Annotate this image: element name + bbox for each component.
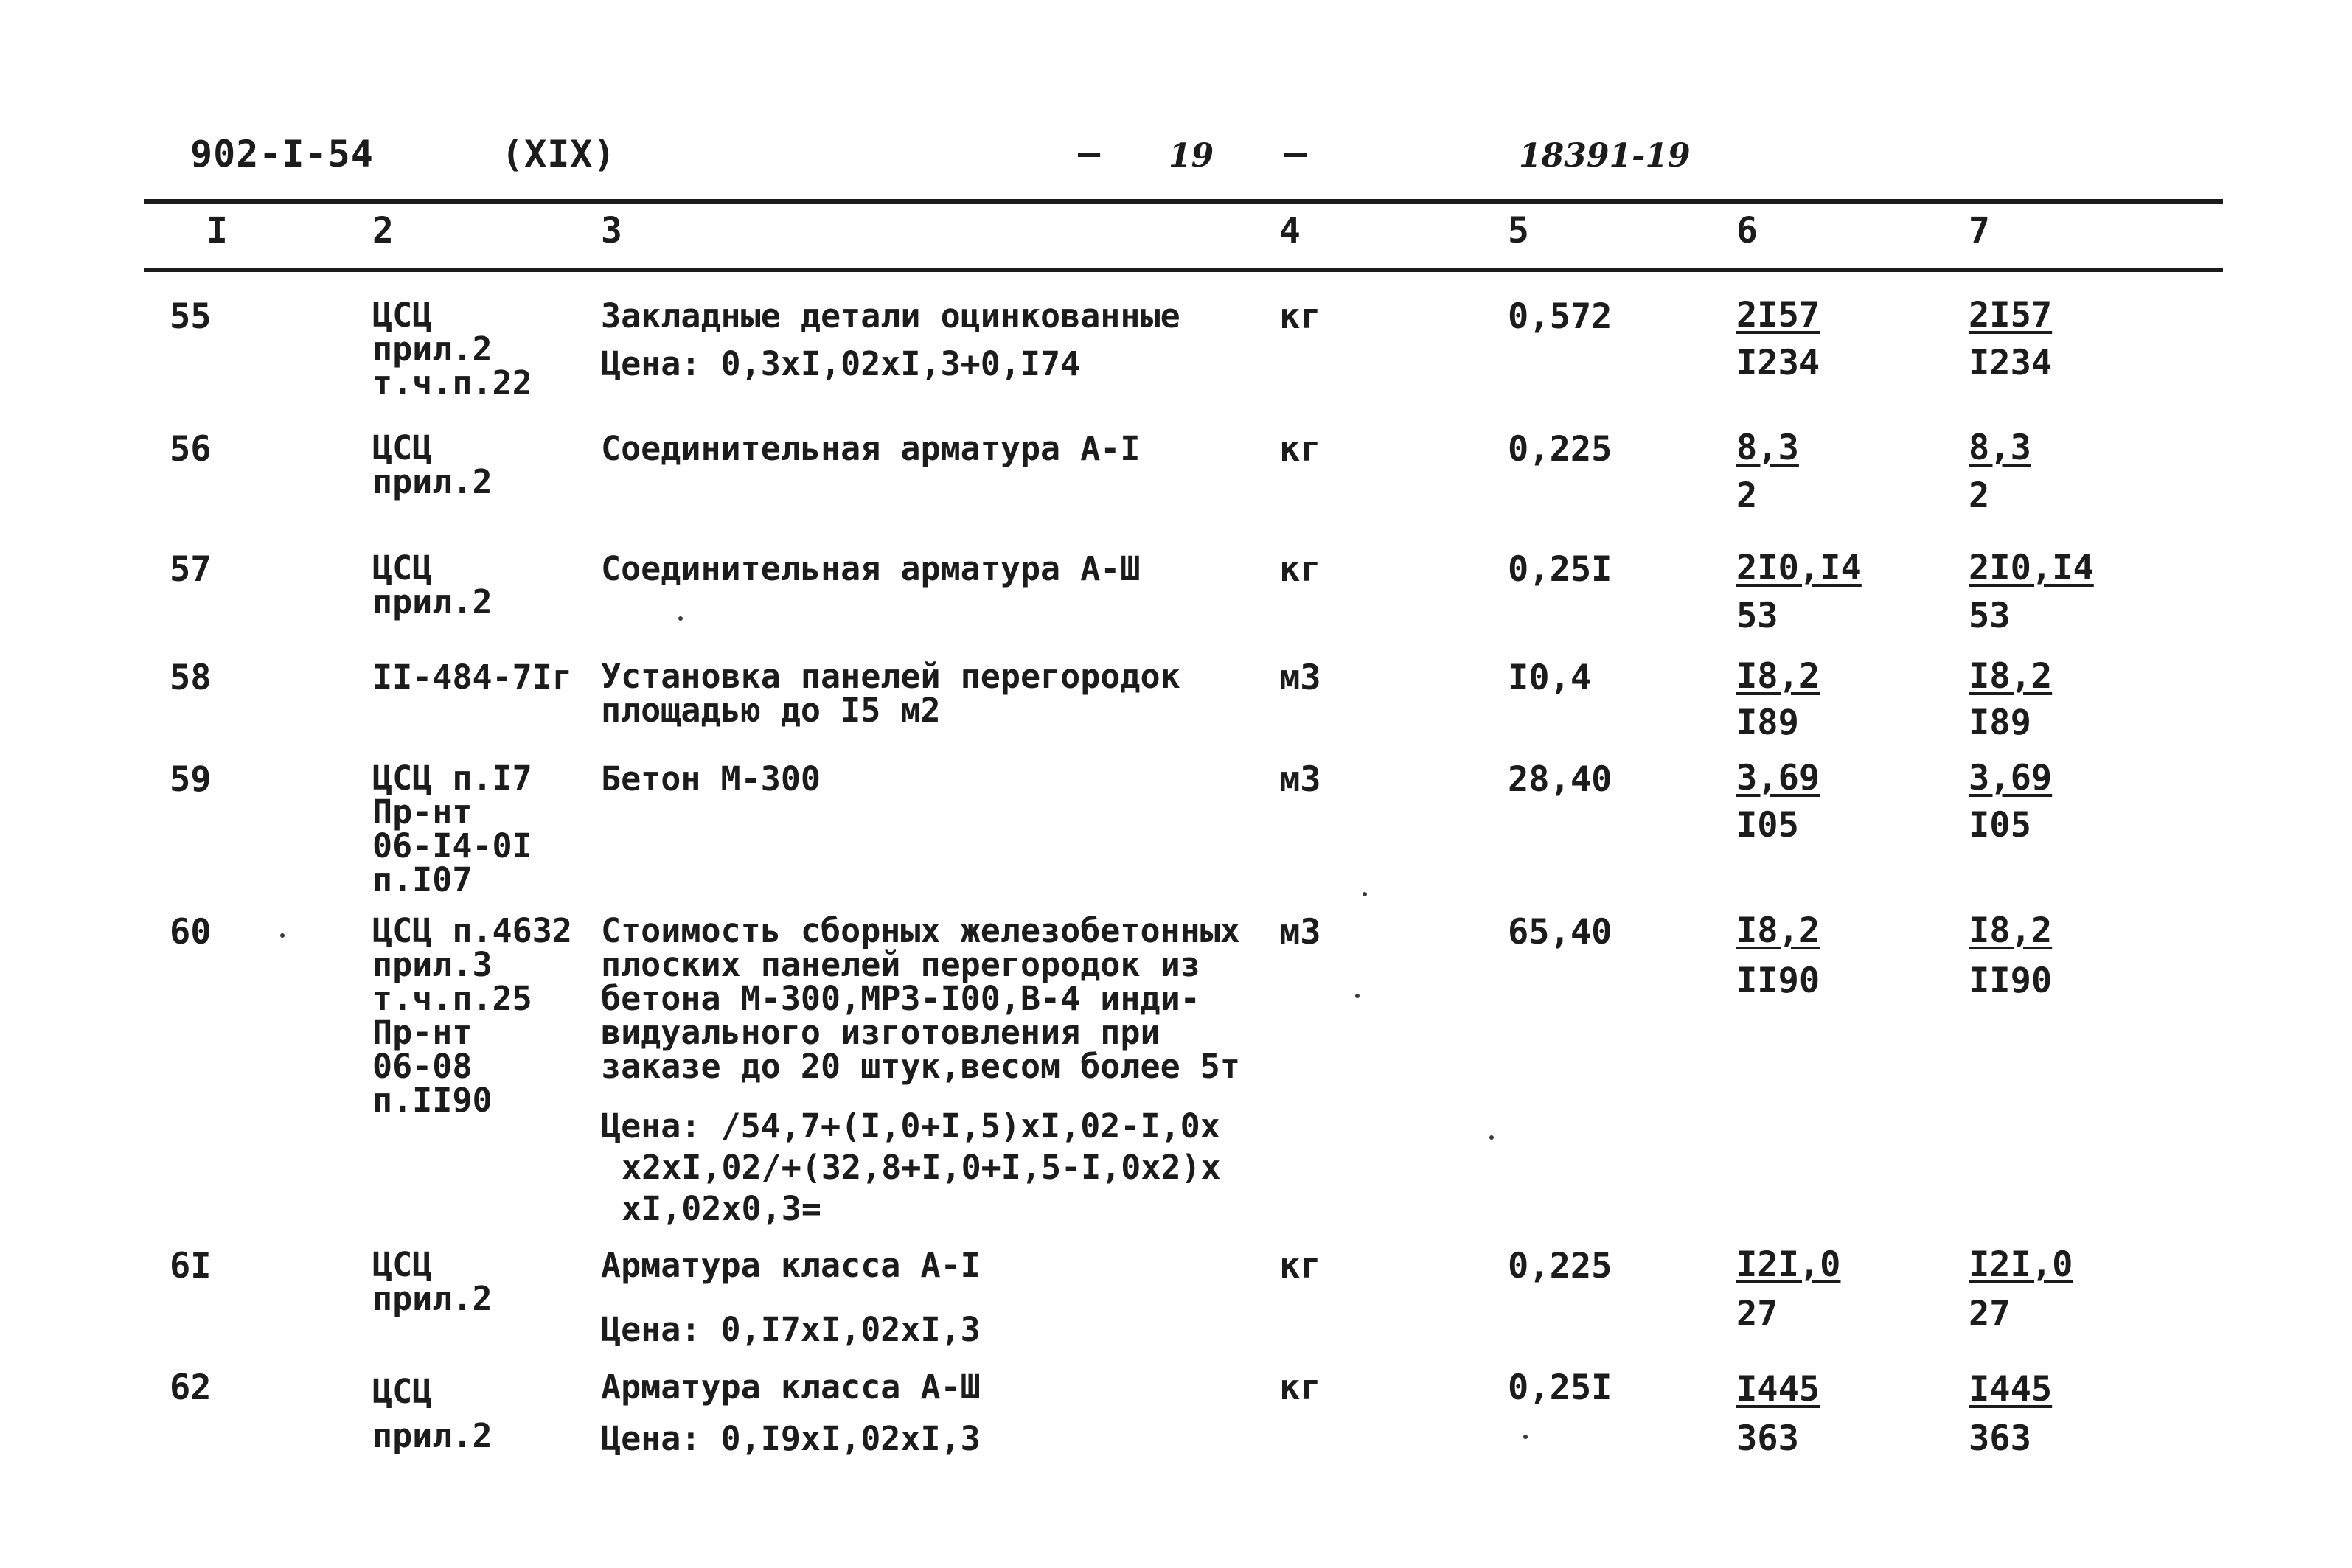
scan-speck (280, 933, 285, 938)
row-price-formula: Цена: 0,3хI,02хI,3+0,I74 (601, 344, 1081, 383)
row-col7-bottom: 363 (1969, 1418, 2031, 1459)
row-col6-top: I8,2 (1736, 656, 1820, 697)
row-description: Стоимость сборных железобетонных плоских панелей перегородок из бетона М-300,МРЗ-I00,В-4 инди- видуального изготовления при заказе до 20 штук,весом более 5т (601, 911, 1240, 1086)
section-number: (XIX) (501, 133, 616, 175)
row-number: 6I (170, 1246, 212, 1286)
row-col6-top: 2I0,I4 (1736, 548, 1862, 588)
row-quantity: 0,572 (1508, 296, 1612, 337)
row-number: 56 (170, 429, 212, 470)
row-col7-bottom: 53 (1969, 596, 2011, 636)
row-col6-bottom: 2 (1736, 475, 1758, 516)
row-description: Арматура класса А-I (601, 1246, 981, 1285)
row-unit: м3 (1279, 759, 1321, 800)
row-unit: м3 (1279, 658, 1321, 698)
column-header-4: 4 (1279, 210, 1301, 251)
row-col7-bottom: I05 (1969, 805, 2031, 846)
row-number: 58 (170, 658, 212, 698)
row-description: Бетон М-300 (601, 759, 821, 798)
column-header-2: 2 (372, 210, 394, 251)
row-quantity: 0,225 (1508, 429, 1612, 470)
scan-speck (1523, 1435, 1528, 1439)
row-description: Арматура класса А-Ш (601, 1367, 981, 1407)
row-description: Соединительная арматура А-I (601, 429, 1141, 468)
row-col7-top: 3,69 (1969, 758, 2053, 798)
sheet-reference: 18391-19 (1519, 137, 1691, 175)
row-unit: м3 (1279, 912, 1321, 952)
row-description: Установка панелей перегородок площадью до I5 м2 (601, 657, 1180, 730)
row-unit: кг (1279, 296, 1321, 337)
row-unit: кг (1279, 1246, 1321, 1286)
row-quantity: 28,40 (1508, 759, 1612, 800)
row-price-formula: Цена: 0,I7хI,02хI,3 (601, 1310, 981, 1349)
column-header-5: 5 (1508, 210, 1529, 251)
document-code: 902-I-54 (190, 133, 374, 175)
column-header-7: 7 (1969, 210, 1990, 251)
row-reference: ЦСЦ прил.2 т.ч.п.22 (372, 296, 532, 403)
row-col7-top: I2I,0 (1969, 1244, 2073, 1285)
row-price-formula: Цена: 0,I9хI,02хI,3 (601, 1419, 981, 1458)
row-col7-top: I8,2 (1969, 656, 2053, 697)
row-col7-top: 2I57 (1969, 295, 2053, 335)
row-unit: кг (1279, 1367, 1321, 1408)
page-number: 19 (1169, 137, 1214, 175)
row-col6-top: I8,2 (1736, 910, 1820, 951)
row-col6-bottom: 53 (1736, 596, 1778, 636)
row-description: Закладные детали оцинкованные (601, 296, 1180, 335)
row-col6-top: 2I57 (1736, 295, 1820, 335)
row-unit: кг (1279, 549, 1321, 590)
row-col7-bottom: I234 (1969, 343, 2053, 383)
row-reference: ЦСЦ п.4632 прил.3 т.ч.п.25 Пр-нт 06-08 п.II90 (372, 911, 572, 1120)
row-col6-top: 3,69 (1736, 758, 1820, 798)
header-bottom-rule (144, 268, 2223, 272)
row-quantity: 65,40 (1508, 912, 1612, 952)
header-top-rule (144, 199, 2223, 204)
row-number: 59 (170, 759, 212, 800)
column-header-3: 3 (601, 210, 622, 251)
scan-speck (678, 616, 683, 621)
row-description: Соединительная арматура А-Ш (601, 549, 1141, 588)
scan-speck (1355, 994, 1360, 998)
row-reference: ЦСЦ прил.2 (372, 1372, 493, 1455)
row-reference: ЦСЦ п.I7 Пр-нт 06-I4-0I п.I07 (372, 759, 532, 899)
row-number: 57 (170, 549, 212, 590)
row-col6-top: I2I,0 (1736, 1244, 1841, 1285)
row-reference: ЦСЦ прил.2 (372, 1245, 493, 1318)
row-number: 60 (170, 912, 212, 952)
scan-speck (1363, 892, 1367, 896)
row-col7-top: I445 (1969, 1369, 2053, 1410)
row-col7-bottom: 2 (1969, 475, 1990, 516)
row-col6-bottom: I89 (1736, 703, 1799, 743)
row-col6-bottom: 27 (1736, 1294, 1778, 1334)
row-col6-top: I445 (1736, 1369, 1820, 1410)
row-col6-bottom: I05 (1736, 805, 1799, 846)
page-dash-left: – (1078, 131, 1102, 174)
row-quantity: I0,4 (1508, 658, 1592, 698)
column-header-1: I (206, 210, 228, 251)
row-number: 55 (170, 296, 212, 337)
row-reference: II-484-7Iг (372, 658, 572, 697)
row-col6-bottom: 363 (1736, 1418, 1799, 1459)
row-col6-bottom: I234 (1736, 343, 1820, 383)
row-col6-top: 8,3 (1736, 428, 1799, 468)
row-reference: ЦСЦ прил.2 (372, 548, 493, 621)
page-dash-right: – (1284, 131, 1308, 174)
row-col7-bottom: II90 (1969, 961, 2053, 1001)
row-quantity: 0,225 (1508, 1246, 1612, 1286)
row-unit: кг (1279, 429, 1321, 470)
scan-speck (1489, 1135, 1494, 1140)
row-col7-bottom: 27 (1969, 1294, 2011, 1334)
row-price-formula: Цена: /54,7+(I,0+I,5)хI,02-I,0х х2хI,02/+(32,8+I,0+I,5-I,0х2)х хI,02х0,3= (601, 1107, 1221, 1228)
row-col6-bottom: II90 (1736, 961, 1820, 1001)
column-header-6: 6 (1736, 210, 1758, 251)
row-quantity: 0,25I (1508, 1367, 1612, 1408)
row-reference: ЦСЦ прил.2 (372, 428, 493, 501)
row-quantity: 0,25I (1508, 549, 1612, 590)
row-col7-top: 2I0,I4 (1969, 548, 2094, 588)
row-col7-bottom: I89 (1969, 703, 2031, 743)
row-number: 62 (170, 1367, 212, 1408)
row-col7-top: I8,2 (1969, 910, 2053, 951)
row-col7-top: 8,3 (1969, 428, 2031, 468)
